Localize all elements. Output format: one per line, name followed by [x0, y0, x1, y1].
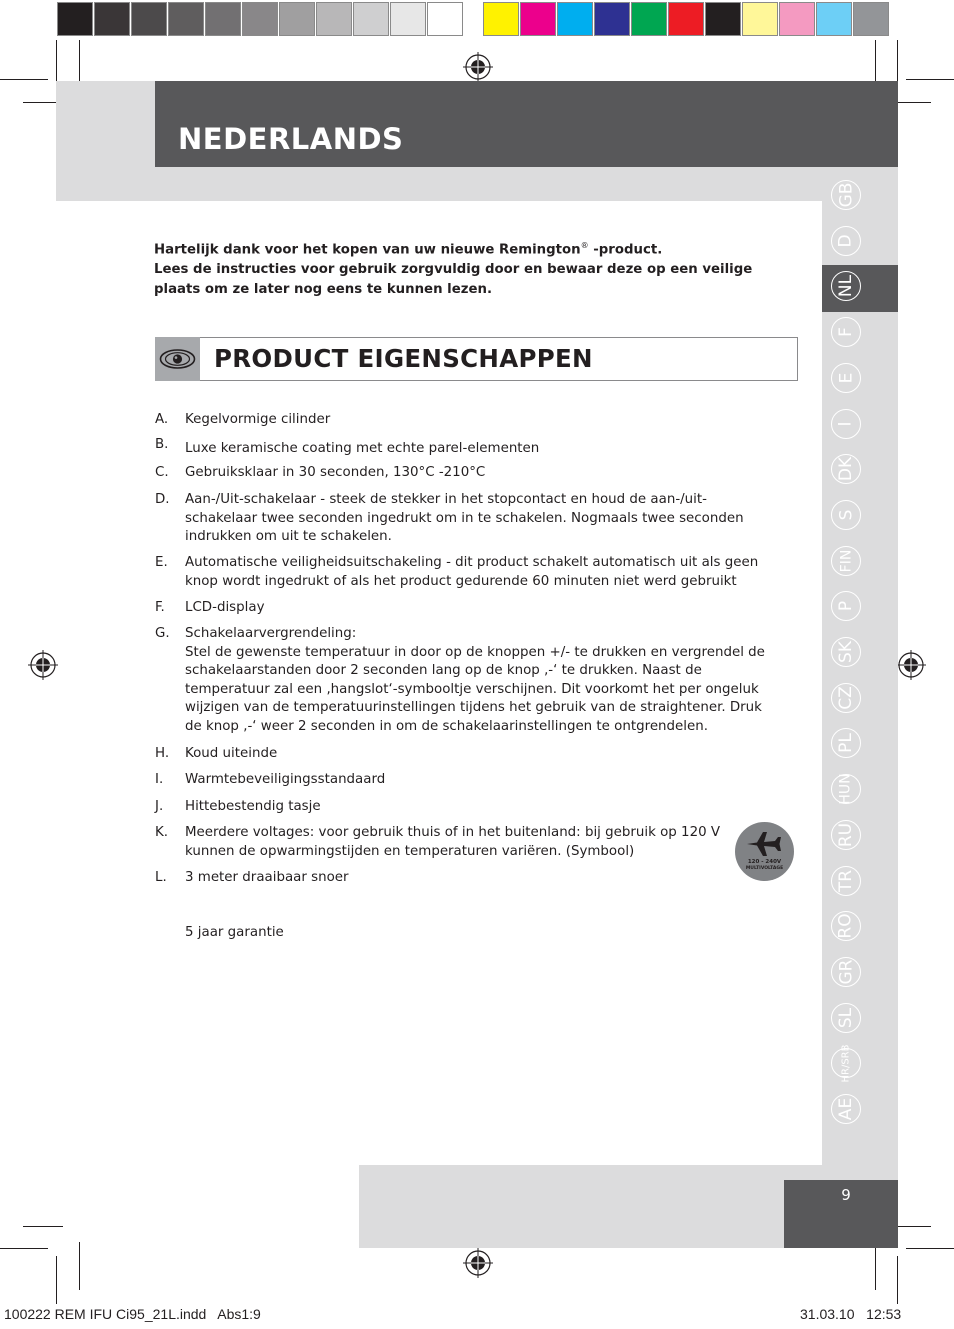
color-swatch [742, 2, 778, 36]
language-label: E [836, 372, 856, 384]
gray-swatch [242, 2, 278, 36]
intro-product: -product. [588, 242, 663, 258]
item-text [185, 440, 775, 459]
color-swatch [779, 2, 815, 36]
item-letter: L. [155, 870, 167, 885]
crop-mark [79, 1242, 80, 1290]
item-text-line: Schakelaarvergrendeling: [185, 626, 357, 641]
color-bar [483, 2, 890, 38]
language-tab-e[interactable] [831, 363, 861, 393]
language-tab-fin[interactable] [831, 546, 861, 576]
item-text [185, 554, 775, 591]
item-letter: D. [155, 492, 170, 507]
item-text [185, 745, 775, 764]
item-letter: I. [155, 772, 164, 787]
language-label: RO [835, 913, 856, 939]
language-tab-gr[interactable] [831, 957, 861, 987]
intro-line-1 [154, 236, 794, 260]
color-swatch [557, 2, 593, 36]
gray-swatch [390, 2, 426, 36]
language-label: F [836, 327, 856, 337]
item-letter: F. [155, 600, 165, 615]
intro-line-2: Lees de instructies voor gebruik zorgvuldig door en bewaar deze op een veilige plaats om ze later nog eens te kunnen lezen. [154, 262, 753, 298]
date-slug: 31.03.10 12:53 [800, 1306, 902, 1322]
item-text [185, 824, 730, 861]
eye-icon [155, 337, 200, 381]
crop-mark [875, 1242, 876, 1290]
gray-swatch [279, 2, 315, 36]
multivoltage-label: MULTIVOLTAGE [745, 866, 784, 871]
crop-mark [56, 1256, 57, 1304]
language-tab-s[interactable] [831, 500, 861, 530]
language-label: CZ [836, 685, 856, 710]
gray-swatch [168, 2, 204, 36]
language-label: I [835, 420, 856, 427]
item-letter: B. [155, 437, 169, 452]
language-label: P [835, 601, 856, 612]
color-swatch [816, 2, 852, 36]
language-tab-i[interactable] [831, 409, 861, 439]
item-text [185, 625, 775, 736]
registration-mark-icon [463, 1248, 493, 1278]
language-label: FIN [838, 549, 854, 572]
file-slug: 100222 REM IFU Ci95_21L.indd Abs1:9 [4, 1306, 261, 1322]
registration-mark-icon [463, 52, 493, 82]
item-text-line: Aan-/Uit-schakelaar - steek de stekker in het stopcontact en houd de aan-/uit-schakelaar twee seconden ingedrukt om in te schakelen. Nogmaals twee seconden indrukken om uit te schakelen. [185, 492, 744, 544]
section-title: PRODUCT EIGENSCHAPPEN [214, 344, 593, 373]
language-label: GB [836, 182, 856, 208]
item-letter: C. [155, 465, 169, 480]
item-text-line: Koud uiteinde [185, 746, 278, 761]
language-tab-f[interactable] [831, 317, 861, 347]
language-label: DK [836, 457, 856, 482]
item-text [185, 491, 775, 547]
crop-mark [897, 1256, 898, 1304]
item-text [185, 411, 775, 430]
color-swatch [594, 2, 630, 36]
registration-mark-icon [28, 650, 58, 680]
item-letter: H. [155, 746, 170, 761]
language-label: NL [835, 275, 856, 298]
item-text [185, 869, 775, 888]
airplane-icon [735, 824, 794, 864]
page-number: 9 [841, 1186, 851, 1204]
language-tab-ru[interactable] [831, 820, 861, 850]
crop-mark [0, 1248, 48, 1249]
language-label: TR [835, 869, 856, 892]
registered-mark: ® [580, 241, 589, 250]
color-swatch [483, 2, 519, 36]
item-letter: K. [155, 825, 169, 840]
language-label: HR/SRB [840, 1044, 852, 1083]
language-tab-d[interactable] [831, 226, 861, 256]
item-text-line: Automatische veiligheidsuitschakeling - dit product schakelt automatisch uit als geen knop wordt ingedrukt of als het product gedurende 60 minuten niet werd gebruikt [185, 555, 759, 589]
item-text [185, 464, 775, 483]
language-label: RU [835, 822, 856, 847]
color-swatch [705, 2, 741, 36]
item-text-line: Meerdere voltages: voor gebruik thuis of in het buitenland: bij gebruik op 120 V kunnen de opwarmingstijden en temperaturen variëren. (Symbool) [185, 825, 721, 859]
language-label: D [836, 234, 856, 248]
page-title: NEDERLANDS [178, 122, 404, 156]
warranty-text: 5 jaar garantie [185, 925, 284, 940]
color-swatch [668, 2, 704, 36]
language-tab-cz[interactable] [831, 683, 861, 713]
voltage-range: 120 - 240V [747, 859, 782, 865]
grayscale-bar [57, 2, 464, 38]
crop-mark [906, 79, 954, 80]
item-letter: G. [155, 626, 170, 641]
item-text-line: Kegelvormige cilinder [185, 412, 331, 427]
gray-swatch [427, 2, 463, 36]
language-tab-tr[interactable] [831, 866, 861, 896]
color-swatch [853, 2, 889, 36]
item-text-line: Warmtebeveiligingsstandaard [185, 772, 386, 787]
registration-mark-icon [896, 650, 926, 680]
item-text-line: Hittebestendig tasje [185, 799, 321, 814]
item-letter: A. [155, 412, 169, 427]
language-label: HUN [838, 773, 854, 805]
language-tab-dk[interactable] [831, 454, 861, 484]
language-label: PL [835, 733, 856, 754]
language-label: SK [835, 641, 856, 663]
gray-swatch [57, 2, 93, 36]
language-tab-hun[interactable] [831, 774, 861, 804]
item-text [185, 771, 775, 790]
gray-swatch [316, 2, 352, 36]
language-label: SL [835, 1007, 856, 1028]
intro-thanks: Hartelijk dank voor het kopen van uw nieuwe Remington [154, 242, 581, 258]
language-tab-sl[interactable] [831, 1003, 861, 1033]
language-label: AE [836, 1097, 856, 1121]
color-swatch [631, 2, 667, 36]
crop-mark [0, 79, 48, 80]
item-letter: J. [155, 799, 164, 814]
item-text-detail: Stel de gewenste temperatuur in door op de knoppen +/- te drukken en vergrendel de schakelaarstanden door 2 seconden lang op de knop ‚-‘ te drukken. Naast de temperatuur zal een ‚hangslot‘-symbooltje verschijnen. Dit voorkomt het per ongeluk wijzigen van de temperatuurinstellingen tijdens het gebruik van de straightener. Druk de knop ‚-‘ weer 2 seconden in om de schakelaarinstellingen te ontgrendelen. [185, 644, 765, 734]
crop-mark [23, 1226, 63, 1227]
language-label: GR [836, 959, 856, 985]
language-label: S [835, 509, 856, 521]
multivoltage-badge [735, 822, 794, 881]
item-text-line: Gebruiksklaar in 30 seconden, 130°C -210°C [185, 465, 486, 480]
item-text [185, 798, 775, 817]
language-tab-sk[interactable] [831, 637, 861, 667]
item-text-line: 3 meter draaibaar snoer [185, 870, 349, 885]
item-letter: E. [155, 555, 168, 570]
item-text [185, 599, 775, 618]
gray-swatch [131, 2, 167, 36]
section-icon-box [155, 337, 200, 381]
item-text-line: Luxe keramische coating met echte parel-elementen [185, 441, 540, 456]
gray-swatch [94, 2, 130, 36]
color-swatch [520, 2, 556, 36]
language-tab-gb[interactable] [831, 180, 861, 210]
language-tab-ae[interactable] [831, 1094, 861, 1124]
intro-text [154, 236, 794, 300]
gray-swatch [353, 2, 389, 36]
item-text-line: LCD-display [185, 600, 265, 615]
gray-swatch [205, 2, 241, 36]
language-tab-ro[interactable] [831, 911, 861, 941]
crop-mark [906, 1248, 954, 1249]
